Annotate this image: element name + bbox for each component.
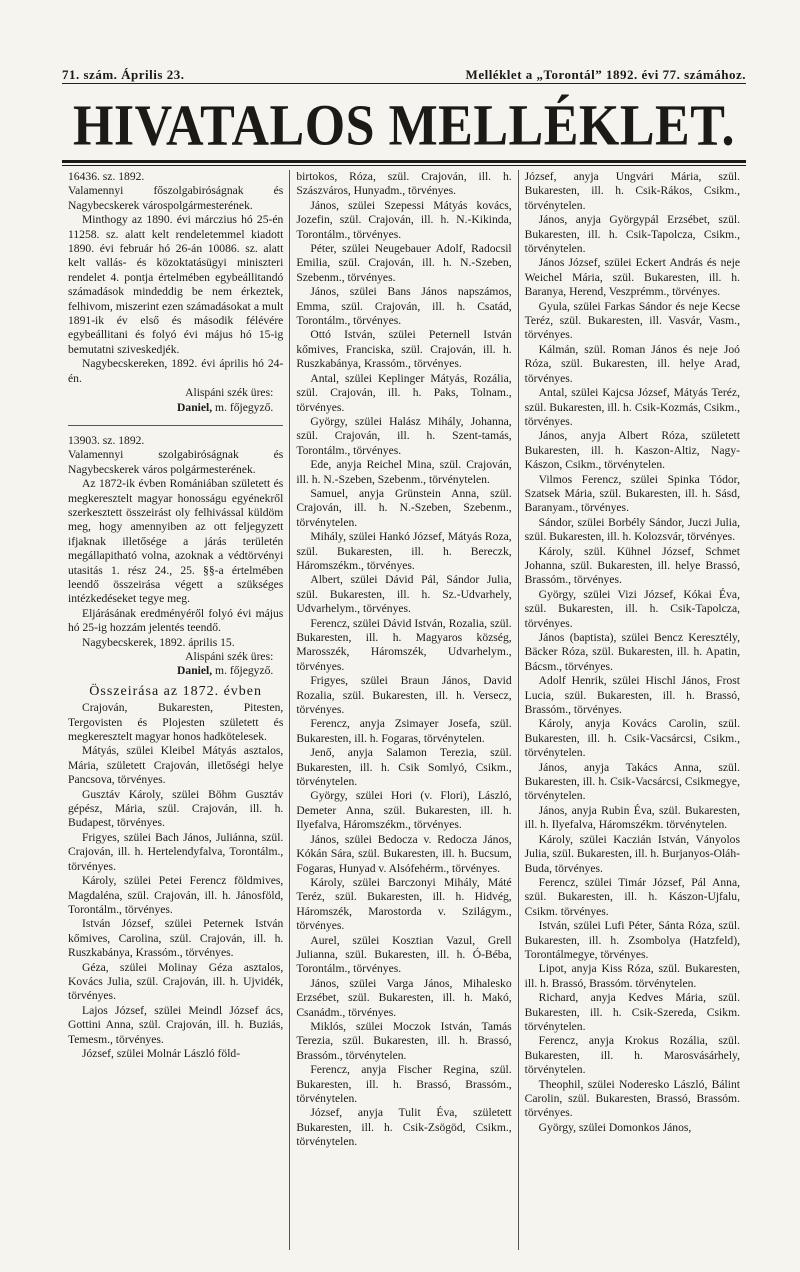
list-item: Frigyes, szülei Bach János, Juliánna, szül. Crajován, ill. h. Hertelendyfalva, Torontálm., törvényes. <box>68 830 284 873</box>
list-item: György, szülei Hori (v. Flori), László, Demeter Anna, szül. Bukaresten, ill. h. Ilyefalva, Háromszékm., törvényes. <box>296 789 512 832</box>
list-item: Gyula, szülei Farkas Sándor és neje Kecse Teréz, szül. Bukaresten, ill. Vasvár, Vasm., törvényes. <box>524 299 740 342</box>
list-item: Aurel, szülei Kosztian Vazul, Grell Julianna, szül. Bukaresten, ill. h. Ó-Béba, Torontálm., törvényes. <box>296 933 512 976</box>
list-item: György, szülei Halász Mihály, Johanna, szül. Crajován, ill. h. Szent-tamás, Torontálm., törvényes. <box>296 414 512 457</box>
masthead-rule-thin <box>62 165 746 166</box>
list-item: Ferencz, szülei Dávid István, Rozalia, szül. Bukaresten, ill. h. Magyaros község, Marosszék, Háromszék, Udvarhelym., törvényes. <box>296 616 512 673</box>
list-item: János, szülei Bans János napszámos, Emma, szül. Crajován, ill. h. Csatád, Torontálm., törvényes. <box>296 285 512 328</box>
notice2-addressee: Valamennyi szolgabiróságnak és Nagybecskerek város polgármesterének. <box>68 448 284 476</box>
notice2-sig-role: m. főjegyző. <box>215 664 274 678</box>
list-item: József, szülei Molnár László föld- <box>82 1046 241 1060</box>
list-item: Károly, szülei Barczonyi Mihály, Máté Teréz, szül. Bukaresten, ill. h. Hidvég, Háromszék, Marostorda v. Szilágym., törvényes. <box>296 875 512 933</box>
notice1-sig-role: m. főjegyző. <box>215 400 274 414</box>
list-item: Ferencz, anyja Zsimayer Josefa, szül. Bukaresten, ill. h. Fogaras, törvénytelen. <box>296 717 512 745</box>
masthead-title: HIVATALOS MELLÉKLET. <box>72 94 736 159</box>
list-item: Albert, szülei Dávid Pál, Sándor Julia, szül. Bukaresten, ill. h. Sz.-Udvarhely, Udvarhelym., törvényes. <box>296 573 512 616</box>
notice2-body2: Eljárásának eredményéről folyó évi május hó 25-ig hozzám jelentés teendő. <box>68 606 284 635</box>
list-item: György, szülei Vizi József, Kókai Éva, szül. Bukaresten, ill. h. Csik-Tapolcza, törvényes. <box>524 587 740 630</box>
column-3 <box>518 170 746 1250</box>
list-item: János, anyja Györgypál Erzsébet, szül. Bukaresten, ill. h. Csik-Tapolcza, Csikm., törvénytelen. <box>524 213 740 256</box>
list-item: Samuel, anyja Grünstein Anna, szül. Crajován, ill. h. N.-Szeben, Szebenm., törvénytelen. <box>296 486 512 529</box>
list-item: Theophil, szülei Noderesko László, Bálint Carolin, szül. Bukaresten, Brassó, Brassóm. törvényes. <box>524 1077 740 1120</box>
list-item: Károly, szülei Petei Ferencz földmives, Magdaléna, szül. Crajován, ill. h. Jánosföld, Torontálm., törvényes. <box>68 874 284 916</box>
issue-number: 71. szám. Április 23. <box>62 67 185 82</box>
notice1-addressee: Valamennyi főszolgabiróságnak és Nagybecskerek várospolgármesterének. <box>68 184 284 212</box>
notice1-signature <box>68 386 283 415</box>
list-item: János, anyja Takács Anna, szül. Bukaresten, ill. h. Csik-Vacsárcsi, Csikmegye, törvénytelen. <box>524 760 740 803</box>
list-item: János, szülei Varga János, Mihalesko Erzsébet, szül. Bukaresten, ill. h. Makó, Csanádm., törvényes. <box>296 976 512 1019</box>
notice1-number: 16436. sz. 1892. <box>68 170 145 183</box>
list-item: Gusztáv Károly, szülei Böhm Gusztáv gépész, Mária, szül. Crajován, ill. h. Budapest, törvényes. <box>68 787 284 830</box>
list-item: János, szülei Bedocza v. Redocza János, Kókán Sára, szül. Bukaresten, ill. h. Bucsum, Fogaras, Hunyad v. Alsófehérm., törvényes. <box>296 832 512 875</box>
list-item: György, szülei Domonkos János, <box>538 1120 692 1134</box>
column-2 <box>289 170 517 1250</box>
running-header <box>62 63 746 84</box>
list-intro: Crajován, Bukaresten, Pitesten, Tergovisten és Plojesten született és megkeresztelt magyar honos hadkötelesek. <box>68 701 284 744</box>
column-1 <box>62 170 289 1250</box>
list-item: István, szülei Lufi Péter, Sánta Róza, szül. Bukaresten, ill. h. Zsombolya (Hatzfeld), Torontálmegye, törvényes. <box>524 919 740 961</box>
notice2-number: 13903. sz. 1892. <box>68 433 145 447</box>
notice2-date: Nagybecskerek, 1892. április 15. <box>82 635 235 649</box>
list-item: Károly, szül. Kühnel József, Schmet Johanna, szül. Bukaresten, ill. helye Brassó, Brassóm., törvényes. <box>524 544 740 587</box>
list-item: János, anyja Rubin Éva, szül. Bukaresten, ill. h. Ilyefalva, Háromszékm. törvénytelen. <box>524 803 740 832</box>
list-item: Antal, szülei Kajcsa József, Mátyás Teréz, szül. Bukaresten, ill. h. Csik-Kozmás, Csikm., törvényes. <box>524 386 740 428</box>
supplement-note: Melléklet a „Torontál” 1892. évi 77. számához. <box>465 67 746 82</box>
list-item: Ferencz, anyja Krokus Rozália, szül. Bukaresten, ill. h. Marosvásárhely, törvénytelen. <box>524 1034 740 1077</box>
list-item: birtokos, Róza, szül. Crajován, ill. h. Szászváros, Hunyadm., törvényes. <box>296 170 512 198</box>
list-item: Ede, anyja Reichel Mina, szül. Crajován, ill. h. N.-Szeben, Szebenm., törvénytelen. <box>296 458 512 486</box>
notice2-sig-title: Alispáni szék üres: <box>185 650 274 663</box>
list-item: Richard, anyja Kedves Mária, szül. Bukaresten, ill. h. Csik-Szereda, Csikm. törvénytelen. <box>524 991 740 1033</box>
list-item: János (baptista), szülei Bencz Keresztély, Bäcker Róza, szül. Bukaresten, ill. h. Apatin, Bácsm., törvényes. <box>524 631 740 673</box>
list-item: Károly, szülei Kaczián István, Ványolos Julia, szül. Bukaresten, ill. h. Burjanyos-Oláh-Buda, törvényes. <box>524 832 740 875</box>
list-item: Frigyes, szülei Braun János, David Rozalia, szül. Bukaresten, ill. h. Versecz, törvényes. <box>296 674 512 717</box>
list-item: József, anyja Ungvári Mária, szül. Bukaresten, ill. h. Csik-Rákos, Csikm., törvénytelen. <box>524 170 740 212</box>
list-item: Ferencz, anyja Fischer Regina, szül. Bukaresten, ill. h. Brassó, Brassóm., törvénytelen. <box>296 1063 512 1105</box>
separator-rule <box>68 425 283 426</box>
list-heading: Összeirása az 1872. évben <box>89 683 263 699</box>
list-item: Ferencz, szülei Timár József, Pál Anna, szül. Bukaresten, ill. h. Kászon-Ujfalu, Csikm. törvényes. <box>524 875 740 918</box>
list-item: Antal, szülei Keplinger Mátyás, Rozália, szül. Crajován, ill. h. Paks, Tolnam., törvényes. <box>296 371 512 414</box>
list-item: Jenő, anyja Salamon Terezia, szül. Bukaresten, ill. h. Csik Somlyó, Csikm., törvénytelen. <box>296 746 512 789</box>
notice2-body: Az 1872-ik évben Romániában született és megkeresztelt magyar honosságu egyénekről szerkesztett összeirást oly felhivással küldöm meg, hogy amennyiben az ott feljegyzett ifjaknak illetősége a járás területén megállapitható volna, azoknak a védtörvényi utasitás 1. rész 24., 25. §§-a értelmében leendő összeirása végett a szükséges intézkedéseket tegye meg. <box>68 477 284 606</box>
masthead-rule-thick <box>62 160 746 163</box>
list-item: József, anyja Tulit Éva, született Bukaresten, ill. h. Csik-Zsögöd, Csikm., törvénytelen. <box>296 1106 512 1149</box>
list-item: Mihály, szülei Hankó József, Mátyás Roza, szül. Bukaresten, ill. h. Bereczk, Háromszékm., törvényes. <box>296 530 512 572</box>
list-item: János József, szülei Eckert András és neje Weichel Mária, szül. Bukaresten, ill. h. Baranya, Herend, Veszprémm., törvényes. <box>524 256 740 299</box>
list-item: Miklós, szülei Moczok István, Tamás Terezia, szül. Bukaresten, ill. h. Brassó, Brassóm., törvénytelen. <box>296 1019 512 1062</box>
list-item: Adolf Henrik, szülei Hischl János, Frost Lucia, szül. Bukaresten, ill. h. Brassó, Brassóm., törvényes. <box>524 674 740 717</box>
columns <box>62 170 746 1250</box>
list-item: János, szülei Szepessi Mátyás kovács, Jozefin, szül. Crajován, ill. h. N.-Kikinda, Torontálm., törvényes. <box>296 198 512 241</box>
list-item: Vilmos Ferencz, szülei Spinka Tódor, Szatsek Mária, szül. Bukaresten, ill. h. Sásd, Baranyam., törvényes. <box>524 472 740 515</box>
list-item: Lajos József, szülei Meindl József ács, Gottini Anna, szül. Crajován, ill. h. Buziás, Temesm., törvényes. <box>68 1003 284 1046</box>
list-item: Lipot, anyja Kiss Róza, szül. Bukaresten, ill. h. Brassó, Brassóm. törvénytelen. <box>524 962 740 990</box>
list-item: Ottó István, szülei Peternell István kőmives, Franciska, szül. Crajován, ill. h. Ruszkabánya, Krassóm., törvényes. <box>296 328 512 371</box>
list-item: Károly, anyja Kovács Carolin, szül. Bukaresten, ill. h. Csik-Vacsárcsi, Csikm., törvénytelen. <box>524 717 740 760</box>
notice2-signature <box>68 650 283 679</box>
notice1-sig-title: Alispáni szék üres: <box>185 386 274 400</box>
notice1-sig-name: Daniel, <box>177 400 213 414</box>
notice1-body: Minthogy az 1890. évi márczius hó 25-én 11258. sz. alatt kelt rendeletemmel kiadott 1890. évi február hó 26-án 10086. sz. alatt kelt vallás- és közoktatásügyi miniszteri rendelet 4. pontja értelmében egybeállitandó számadások mindeddig be nem érkeztek, felhivom, miszerint ezen számadásokat a mult 1891-ik év első és második félévére egybeállitani és folyó évi május hó 15-ig bemutatni sziveskedjék. <box>68 213 284 356</box>
list-column-1 <box>68 744 283 1061</box>
list-item: János, anyja Albert Róza, született Bukaresten, ill. h. Kaszon-Altiz, Nagy-Kászon, Csikm., törvénytelen. <box>524 429 740 472</box>
list-item: Sándor, szülei Borbély Sándor, Juczi Julia, szül. Bukaresten, ill. h. Kolozsvár, törvényes. <box>524 515 740 544</box>
list-item: Kálmán, szül. Roman János és neje Joó Róza, szül. Bukaresten, ill. helye Arad, törvényes. <box>524 342 740 385</box>
notice2-sig-name: Daniel, <box>177 664 213 678</box>
list-item: Géza, szülei Molinay Géza asztalos, Kovács Julia, szül. Crajován, ill. h. Ujvidék, törvényes. <box>68 960 284 1003</box>
list-item: István József, szülei Peternek István kőmives, Carolina, szül. Crajován, ill. h. Ruszkabánya, Krassóm., törvényes. <box>68 917 284 960</box>
list-item: Mátyás, szülei Kleibel Mátyás asztalos, Mária, született Crajován, illetőségi helye Pancsova, törvényes. <box>68 744 284 787</box>
list-item: Péter, szülei Neugebauer Adolf, Radocsil Emilia, szül. Crajován, ill. h. N.-Szeben, Szebenm., törvényes. <box>296 242 512 284</box>
notice1-date: Nagybecskereken, 1892. évi április hó 24-én. <box>68 357 284 385</box>
